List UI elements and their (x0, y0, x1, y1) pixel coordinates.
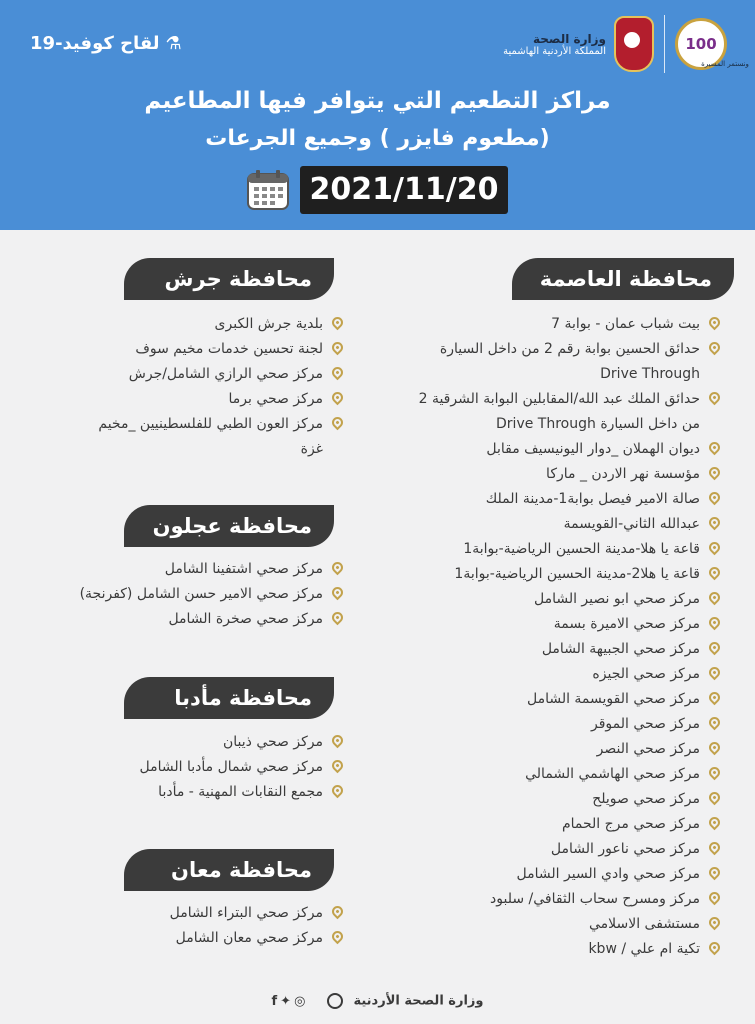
heading-amman: محافظة العاصمة (512, 258, 734, 300)
location-pin-icon (330, 390, 346, 406)
location-pin-icon (330, 733, 346, 749)
location-pin-icon (707, 315, 723, 331)
title-line1: مراكز التطعيم التي يتوافر فيها المطاعيم (144, 88, 611, 114)
globe-icon[interactable] (327, 993, 343, 1009)
list-item: مركز ومسرح سحاب الثقافي/ سلبود (400, 887, 722, 912)
location-pin-icon (707, 390, 723, 406)
list-item: مركز صحي معان الشامل (60, 926, 345, 951)
location-pin-icon (330, 783, 346, 799)
logo-block (503, 12, 727, 76)
list-item: مركز صحي وادي السير الشامل (400, 862, 722, 887)
date-display: 2021/11/20 (300, 166, 508, 214)
instagram-icon[interactable]: ◎ (294, 993, 309, 1009)
list-amman (400, 312, 722, 962)
list-item: حدائق الملك عبد الله/المقابلين البوابة الشرقية 2 من داخل السيارة Drive Through (400, 387, 722, 437)
heading-jerash: محافظة جرش (124, 258, 334, 300)
list-item: لجنة تحسين خدمات مخيم سوف (90, 337, 345, 362)
location-pin-icon (707, 515, 723, 531)
location-pin-icon (707, 440, 723, 456)
location-pin-icon (707, 790, 723, 806)
title-line2: (مطعوم فايزر ) وجميع الجرعات (205, 126, 550, 151)
list-item: مركز صحي صويلح (400, 787, 722, 812)
location-pin-icon (330, 758, 346, 774)
ministry-sub: المملكة الأردنية الهاشمية (503, 45, 606, 57)
location-pin-icon (707, 940, 723, 956)
list-jerash (90, 312, 345, 462)
ministry-label (503, 32, 606, 57)
location-pin-icon (707, 740, 723, 756)
jordan-crest-icon (614, 16, 654, 72)
list-item: مركز صحي ابو نصير الشامل (400, 587, 722, 612)
location-pin-icon (330, 929, 346, 945)
location-pin-icon (330, 610, 346, 626)
list-maan (60, 901, 345, 951)
location-pin-icon (707, 565, 723, 581)
list-item: مؤسسة نهر الاردن _ ماركا (400, 462, 722, 487)
list-item: مركز صحي البتراء الشامل (60, 901, 345, 926)
facebook-icon[interactable]: f (271, 993, 281, 1009)
list-item: مركز صحي الاميرة بسمة (400, 612, 722, 637)
location-pin-icon (707, 540, 723, 556)
header-banner (0, 0, 755, 230)
list-item: مركز صحي مرج الحمام (400, 812, 722, 837)
location-pin-icon (707, 640, 723, 656)
location-pin-icon (707, 465, 723, 481)
heading-maan: محافظة معان (124, 849, 334, 891)
location-pin-icon (330, 904, 346, 920)
vaccine-vial-icon: ⚗ (165, 33, 182, 54)
list-item: صالة الامير فيصل بوابة1-مدينة الملك (400, 487, 722, 512)
twitter-icon[interactable]: ✦ (280, 993, 295, 1009)
list-item: مركز صحي شمال مأدبا الشامل (60, 755, 345, 780)
logo-caption: ونستمر المسيرة (701, 60, 749, 68)
list-item: مركز صحي الامير حسن الشامل (كفرنجة) (60, 582, 345, 607)
location-pin-icon (707, 690, 723, 706)
location-pin-icon (707, 665, 723, 681)
list-madaba (60, 730, 345, 805)
list-item: قاعة يا هلا2-مدينة الحسين الرياضية-بوابة1 (400, 562, 722, 587)
footer-text: وزارة الصحة الأردنية (353, 993, 484, 1009)
list-ajloun (60, 557, 345, 632)
list-item: مركز صحي الرازي الشامل/جرش (90, 362, 345, 387)
location-pin-icon (707, 490, 723, 506)
ministry-name: وزارة الصحة (532, 31, 606, 46)
location-pin-icon (707, 715, 723, 731)
list-item: مركز العون الطبي للفلسطينيين _مخيم غزة (90, 412, 345, 462)
location-pin-icon (330, 340, 346, 356)
logo-divider (664, 15, 665, 73)
list-item: ديوان الهملان _دوار اليونيسيف مقابل (400, 437, 722, 462)
list-item: مركز صحي ذيبان (60, 730, 345, 755)
heading-madaba: محافظة مأدبا (124, 677, 334, 719)
list-item: مركز صحي برما (90, 387, 345, 412)
vaccine-tag-label: لقاح كوفيد-19 (30, 33, 160, 54)
footer (0, 993, 755, 1009)
location-pin-icon (330, 365, 346, 381)
location-pin-icon (707, 765, 723, 781)
list-item: مركز صحي اشتفينا الشامل (60, 557, 345, 582)
list-item: مركز صحي الجبيهة الشامل (400, 637, 722, 662)
list-item: قاعة يا هلا-مدينة الحسين الرياضية-بوابة1 (400, 537, 722, 562)
list-item: مركز صحي القويسمة الشامل (400, 687, 722, 712)
list-item: مركز صحي ناعور الشامل (400, 837, 722, 862)
list-item: مركز صحي صخرة الشامل (60, 607, 345, 632)
list-item: بيت شباب عمان - بوابة 7 (400, 312, 722, 337)
list-item: مركز صحي النصر (400, 737, 722, 762)
list-item: عبدالله الثاني-القويسمة (400, 512, 722, 537)
vaccine-tag (30, 33, 182, 54)
list-item: بلدية جرش الكبرى (90, 312, 345, 337)
location-pin-icon (707, 590, 723, 606)
list-item: تكية ام علي / kbw (400, 937, 722, 962)
calendar-icon (246, 169, 290, 211)
location-pin-icon (707, 815, 723, 831)
location-pin-icon (707, 840, 723, 856)
logo-number: 100 (685, 35, 717, 53)
location-pin-icon (707, 865, 723, 881)
social-icons (272, 994, 309, 1009)
list-item: مركز صحي الهاشمي الشمالي (400, 762, 722, 787)
list-item: مركز صحي الجيزه (400, 662, 722, 687)
list-item: مجمع النقابات المهنية - مأدبا (60, 780, 345, 805)
location-pin-icon (330, 585, 346, 601)
heading-ajloun: محافظة عجلون (124, 505, 334, 547)
list-item: مستشفى الاسلامي (400, 912, 722, 937)
list-item: حدائق الحسين بوابة رقم 2 من داخل السيارة Drive Through (400, 337, 722, 387)
location-pin-icon (707, 915, 723, 931)
location-pin-icon (707, 615, 723, 631)
list-item: مركز صحي الموقر (400, 712, 722, 737)
location-pin-icon (707, 890, 723, 906)
location-pin-icon (330, 315, 346, 331)
location-pin-icon (330, 560, 346, 576)
location-pin-icon (707, 340, 723, 356)
location-pin-icon (330, 415, 346, 431)
